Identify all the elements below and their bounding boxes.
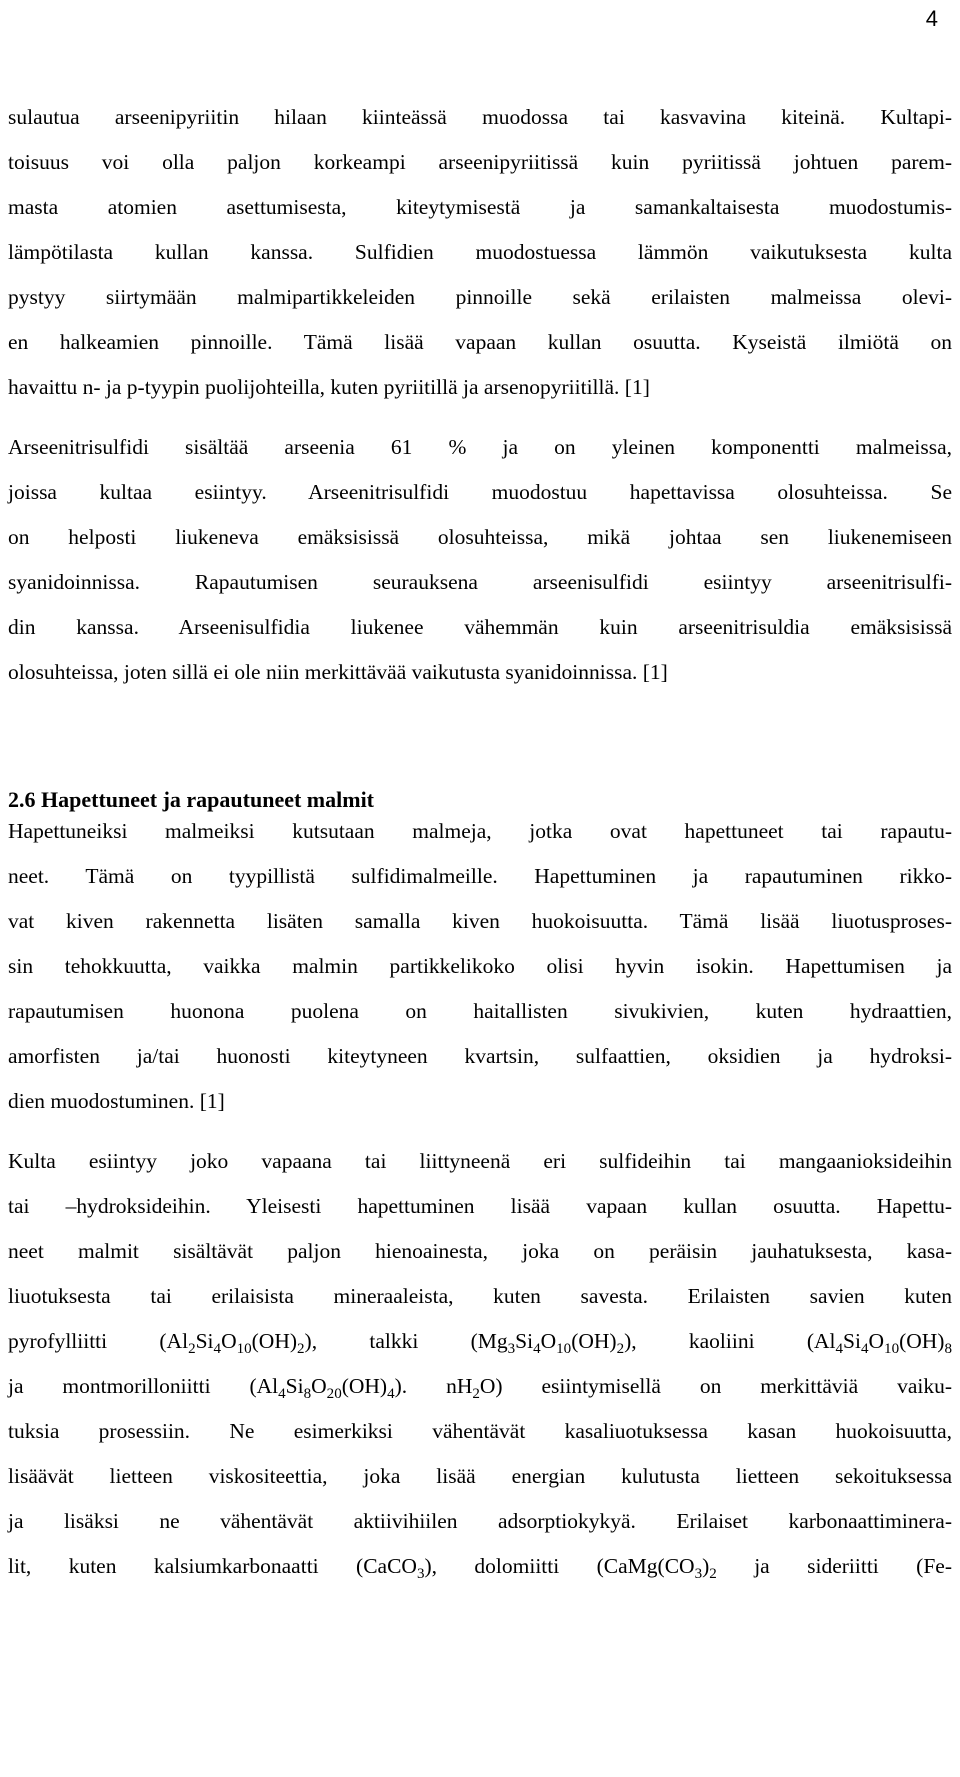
section-paragraph-2-line-7: tuksia prosessiin. Ne esimerkiksi vähentävät kasaliuotuksessa kasan huokoisuutta, — [8, 1419, 952, 1443]
section-paragraph-2-formula-line-3: lit, kuten kalsiumkarbonaatti (CaCO$_3$), dolomiitti ($CaMg(CO_3)_2$ ja sideriitti (Fe- — [8, 1554, 952, 1582]
subscript: 4 — [387, 1385, 395, 1402]
subscript: 4 — [533, 1340, 541, 1357]
paragraph-1-line-3: masta atomien asettumisesta, kiteytymisestä ja samankaltaisesta muodostumis- — [8, 195, 952, 219]
paragraph-1-line-4: lämpötilasta kullan kanssa. Sulfidien muodostuessa lämmön vaikutuksesta kulta — [8, 240, 952, 264]
paragraph-1-line-1: sulautua arseenipyriitin hilaan kiinteässä muodossa tai kasvavina kiteinä. Kultapi- — [8, 105, 952, 129]
paragraph-1-line-5: pystyy siirtymään malmipartikkeleiden pinnoille sekä erilaisten malmeissa olevi- — [8, 285, 952, 309]
paragraph-2-line-6: olosuhteissa, joten sillä ei ole niin merkittävää vaikutusta syanidoinnissa. [1] — [8, 660, 668, 684]
subscript: 4 — [278, 1385, 286, 1402]
paragraph-2-line-1: Arseenitrisulfidi sisältää arseenia 61 % ja on yleinen komponentti malmeissa, — [8, 435, 952, 459]
subscript: 8 — [944, 1340, 952, 1357]
section-paragraph-2-line-1: Kulta esiintyy joko vapaana tai liittyneenä eri sulfideihin tai mangaanioksideihin — [8, 1149, 952, 1173]
subscript: 3 — [507, 1340, 516, 1357]
subscript: 4 — [835, 1340, 844, 1357]
section-paragraph-2-formula-line-2: ja montmorilloniitti $(Al_4Si_8O_{20}(OH)_4)$. $nH_2O$) esiintymisellä on merkittäviä vaiku- — [8, 1374, 953, 1402]
section-paragraph-1-line-3: vat kiven rakennetta lisäten samalla kiven huokoisuutta. Tämä lisää liuotusproses- — [8, 909, 952, 933]
paragraph-2-line-5: din kanssa. Arseenisulfidia liukenee vähemmän kuin arseenitrisuldia emäksisissä — [8, 615, 952, 639]
subscript: 3 — [694, 1565, 703, 1582]
subscript: 2 — [297, 1340, 305, 1357]
paragraph-2-line-4: syanidoinnissa. Rapautumisen seurauksena arseenisulfidi esiintyy arseenitrisulfi- — [8, 570, 952, 594]
subscript: 10 — [236, 1340, 252, 1357]
section-heading: 2.6 Hapettuneet ja rapautuneet malmit — [8, 787, 375, 812]
section-paragraph-1-line-4: sin tehokkuutta, vaikka malmin partikkelikoko olisi hyvin isokin. Hapettumisen ja — [8, 954, 952, 978]
section-paragraph-2-line-4: liuotuksesta tai erilaisista mineraaleista, kuten savesta. Erilaisten savien kuten — [8, 1284, 952, 1308]
subscript: 8 — [303, 1385, 312, 1402]
section-paragraph-2-line-3: neet malmit sisältävät paljon hienoainesta, joka on peräisin jauhatuksesta, kasa- — [8, 1239, 952, 1263]
paragraph-1-line-2: toisuus voi olla paljon korkeampi arseenipyriitissä kuin pyriitissä johtuen parem- — [8, 150, 952, 174]
section-paragraph-2-formula-line-1: pyrofylliitti $(Al_2Si_4O_{10}(OH)_2)$, talkki $(Mg_3Si_4O_{10}(OH)_2)$, kaoliini ($Al_4Si_4O_{10}(OH)_8$ — [8, 1329, 952, 1357]
subscript: 2 — [188, 1340, 196, 1357]
section-paragraph-2-line-2: tai –hydroksideihin. Yleisesti hapettuminen lisää vapaan kullan osuutta. Hapettu- — [8, 1194, 952, 1218]
subscript: 2 — [709, 1565, 717, 1582]
section-paragraph-1-line-1: Hapettuneiksi malmeiksi kutsutaan malmeja, jotka ovat hapettuneet tai rapautu- — [8, 819, 952, 843]
subscript: 3 — [416, 1565, 425, 1582]
section-paragraph-2-line-9: ja lisäksi ne vähentävät aktiivihiilen adsorptiokykyä. Erilaiset karbonaattiminera- — [8, 1509, 952, 1533]
paragraph-2-line-3: on helposti liukeneva emäksisissä olosuhteissa, mikä johtaa sen liukenemiseen — [8, 525, 952, 549]
subscript: 20 — [326, 1385, 342, 1402]
subscript: 2 — [472, 1385, 480, 1402]
subscript: 4 — [860, 1340, 869, 1357]
subscript: 10 — [556, 1340, 572, 1357]
subscript: 2 — [616, 1340, 625, 1357]
page-number: 4 — [925, 6, 938, 31]
section-paragraph-1-line-2: neet. Tämä on tyypillistä sulfidimalmeille. Hapettuminen ja rapautuminen rikko- — [8, 864, 952, 888]
paragraph-2-line-2: joissa kultaa esiintyy. Arseenitrisulfidi muodostuu hapettavissa olosuhteissa. Se — [8, 480, 952, 504]
section-paragraph-1-line-6: amorfisten ja/tai huonosti kiteytyneen kvartsin, sulfaattien, oksidien ja hydroksi- — [8, 1044, 952, 1068]
section-paragraph-1-line-7: dien muodostuminen. [1] — [8, 1089, 225, 1113]
section-paragraph-1-line-5: rapautumisen huonona puolena on haitallisten sivukivien, kuten hydraattien, — [8, 999, 952, 1023]
subscript: 10 — [884, 1340, 900, 1357]
subscript: 4 — [213, 1340, 222, 1357]
paragraph-1-line-7: havaittu n- ja p-tyypin puolijohteilla, kuten pyriitillä ja arsenopyriitillä. [1] — [8, 375, 650, 399]
paragraph-1-line-6: en halkeamien pinnoille. Tämä lisää vapaan kullan osuutta. Kyseistä ilmiötä on — [8, 330, 952, 354]
section-paragraph-2-line-8: lisäävät lietteen viskositeettia, joka lisää energian kulutusta lietteen sekoituksessa — [8, 1464, 952, 1488]
